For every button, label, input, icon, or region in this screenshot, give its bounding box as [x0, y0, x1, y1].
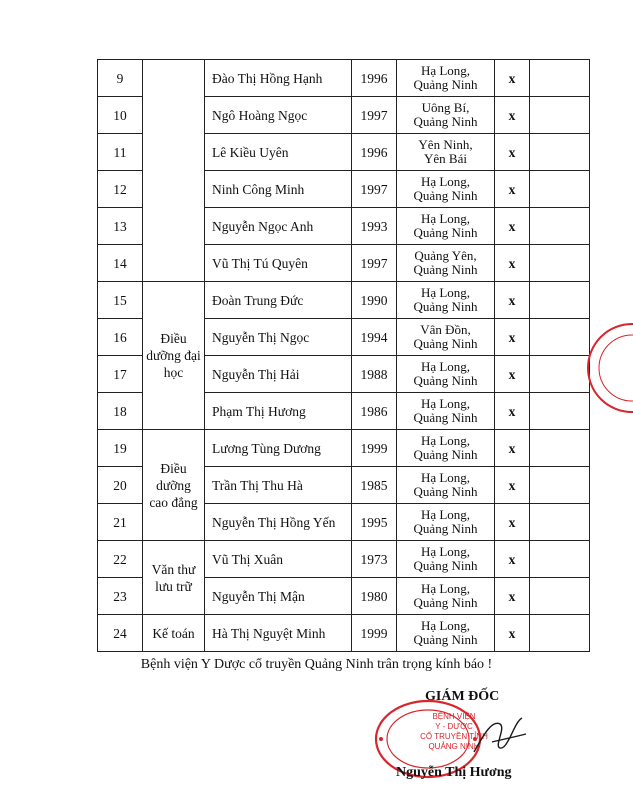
hometown-cell [397, 245, 495, 282]
staff-name: Phạm Thị Hương [205, 393, 352, 430]
check-mark: x [495, 60, 530, 97]
check-mark: x [495, 430, 530, 467]
row-number: 20 [98, 467, 143, 504]
position-group-cell [143, 615, 205, 652]
blank-cell [530, 578, 590, 615]
staff-name: Lương Tùng Dương [205, 430, 352, 467]
hometown-line: Yên Ninh, [418, 137, 473, 152]
blank-cell [530, 245, 590, 282]
blank-cell [530, 430, 590, 467]
closing-statement: Bệnh viện Y Dược cổ truyền Quảng Ninh trân trọng kính báo ! [140, 657, 493, 672]
position-group-line: dưỡng đại [146, 348, 201, 363]
hometown-line: Quảng Ninh [413, 632, 478, 647]
check-mark: x [495, 319, 530, 356]
staff-name: Ngô Hoàng Ngọc [205, 97, 352, 134]
table-row [98, 430, 590, 467]
check-mark: x [495, 245, 530, 282]
hometown-line: Quảng Ninh [413, 225, 478, 240]
staff-name: Vũ Thị Xuân [205, 541, 352, 578]
check-mark: x [495, 134, 530, 171]
birth-year: 1993 [352, 208, 397, 245]
check-mark: x [495, 541, 530, 578]
hometown-cell [397, 578, 495, 615]
position-group-line: Điều [160, 331, 187, 346]
staff-name: Nguyễn Thị Hải [205, 356, 352, 393]
position-group-cell [143, 60, 205, 282]
position-group-line: Điều [160, 460, 187, 476]
row-number: 12 [98, 171, 143, 208]
hometown-line: Yên Bái [424, 151, 467, 166]
blank-cell [530, 504, 590, 541]
hometown-line: Quảng Ninh [413, 262, 478, 277]
check-mark: x [495, 393, 530, 430]
check-mark: x [495, 171, 530, 208]
hometown-line: Hạ Long, [420, 174, 471, 189]
director-title: GIÁM ĐỐC [425, 689, 500, 704]
hometown-line: Quảng Ninh [413, 410, 478, 425]
table-row [98, 615, 590, 652]
birth-year: 1985 [352, 467, 397, 504]
hometown-line: Quảng Ninh [413, 373, 478, 388]
hometown-line: Quảng Ninh [413, 114, 478, 129]
row-number: 24 [98, 615, 143, 652]
staff-name: Đào Thị Hồng Hạnh [205, 60, 352, 97]
blank-cell [530, 134, 590, 171]
hometown-line: Hạ Long, [420, 285, 471, 300]
check-mark: x [495, 578, 530, 615]
blank-cell [530, 97, 590, 134]
row-number: 23 [98, 578, 143, 615]
row-number: 18 [98, 393, 143, 430]
hometown-line: Quảng Ninh [413, 595, 478, 610]
table-row [98, 60, 590, 97]
birth-year: 1990 [352, 282, 397, 319]
seal-text: BỆNH VIỆN Y - DƯỢC CỔ TRUYỀN TỈNH QUẢNG NINH [420, 712, 488, 751]
staff-name: Ninh Công Minh [205, 171, 352, 208]
check-mark: x [495, 208, 530, 245]
birth-year: 1980 [352, 578, 397, 615]
blank-cell [530, 282, 590, 319]
staff-name: Nguyễn Ngọc Anh [205, 208, 352, 245]
hometown-cell [397, 171, 495, 208]
check-mark: x [495, 97, 530, 134]
staff-name: Trần Thị Thu Hà [205, 467, 352, 504]
birth-year: 1995 [352, 504, 397, 541]
hometown-line: Quảng Ninh [413, 447, 478, 462]
hometown-line: Hạ Long, [420, 544, 471, 559]
row-number: 15 [98, 282, 143, 319]
row-number: 17 [98, 356, 143, 393]
position-group-line: Văn thư [151, 561, 196, 577]
position-group-cell [143, 541, 205, 615]
hometown-cell [397, 319, 495, 356]
hometown-line: Quảng Ninh [413, 77, 478, 92]
birth-year: 1994 [352, 319, 397, 356]
staff-name: Nguyễn Thị Hồng Yến [205, 504, 352, 541]
blank-cell [530, 467, 590, 504]
hometown-cell [397, 615, 495, 652]
row-number: 22 [98, 541, 143, 578]
staff-name: Nguyễn Thị Mận [205, 578, 352, 615]
hometown-line: Hạ Long, [420, 618, 471, 633]
staff-name: Vũ Thị Tú Quyên [205, 245, 352, 282]
staff-name: Lê Kiều Uyên [205, 134, 352, 171]
hometown-line: Quảng Ninh [413, 336, 478, 351]
hometown-cell [397, 504, 495, 541]
hometown-line: Quảng Ninh [413, 188, 478, 203]
hometown-line: Hạ Long, [420, 470, 471, 485]
hometown-line: Hạ Long, [420, 433, 471, 448]
birth-year: 1988 [352, 356, 397, 393]
hometown-line: Quảng Ninh [413, 558, 478, 573]
staff-name: Nguyễn Thị Ngọc [205, 319, 352, 356]
position-group-line: dưỡng [156, 477, 191, 493]
check-mark: x [495, 467, 530, 504]
birth-year: 1973 [352, 541, 397, 578]
hometown-cell [397, 97, 495, 134]
staff-name: Hà Thị Nguyệt Minh [205, 615, 352, 652]
position-group-cell [143, 282, 205, 430]
hometown-line: Vân Đồn, [420, 322, 471, 337]
partial-seal-icon [586, 320, 633, 416]
hometown-cell [397, 60, 495, 97]
hometown-line: Quảng Ninh [413, 484, 478, 499]
table-row [98, 282, 590, 319]
hometown-cell [397, 541, 495, 578]
hometown-line: Hạ Long, [420, 507, 471, 522]
blank-cell [530, 356, 590, 393]
staff-table [97, 59, 590, 652]
hometown-line: Uông Bí, [421, 100, 470, 115]
birth-year: 1999 [352, 615, 397, 652]
hometown-cell [397, 430, 495, 467]
position-group-cell [143, 430, 205, 541]
hometown-line: Hạ Long, [420, 396, 471, 411]
director-name: Nguyễn Thị Hương [396, 765, 512, 780]
check-mark: x [495, 282, 530, 319]
blank-cell [530, 171, 590, 208]
birth-year: 1997 [352, 171, 397, 208]
row-number: 16 [98, 319, 143, 356]
staff-name: Đoàn Trung Đức [205, 282, 352, 319]
birth-year: 1986 [352, 393, 397, 430]
hometown-line: Hạ Long, [420, 211, 471, 226]
row-number: 14 [98, 245, 143, 282]
blank-cell [530, 208, 590, 245]
blank-cell [530, 615, 590, 652]
birth-year: 1996 [352, 134, 397, 171]
position-group-line: cao đẳng [149, 494, 198, 510]
blank-cell [530, 393, 590, 430]
blank-cell [530, 319, 590, 356]
row-number: 10 [98, 97, 143, 134]
row-number: 21 [98, 504, 143, 541]
hometown-cell [397, 134, 495, 171]
position-group-line: học [163, 365, 184, 380]
position-group-line: Kế toán [152, 625, 195, 641]
row-number: 9 [98, 60, 143, 97]
hometown-line: Hạ Long, [420, 581, 471, 596]
birth-year: 1997 [352, 245, 397, 282]
blank-cell [530, 541, 590, 578]
hometown-line: Quảng Ninh [413, 299, 478, 314]
hometown-line: Quảng Ninh [413, 521, 478, 536]
row-number: 19 [98, 430, 143, 467]
position-group-line: lưu trữ [155, 578, 192, 594]
check-mark: x [495, 356, 530, 393]
hometown-line: Hạ Long, [420, 63, 471, 78]
check-mark: x [495, 504, 530, 541]
birth-year: 1997 [352, 97, 397, 134]
check-mark: x [495, 615, 530, 652]
birth-year: 1999 [352, 430, 397, 467]
row-number: 13 [98, 208, 143, 245]
hometown-line: Quảng Yên, [414, 248, 477, 263]
blank-cell [530, 60, 590, 97]
hometown-cell [397, 282, 495, 319]
hometown-cell [397, 356, 495, 393]
hometown-cell [397, 467, 495, 504]
birth-year: 1996 [352, 60, 397, 97]
hometown-cell [397, 208, 495, 245]
signature-icon [470, 712, 530, 760]
hometown-line: Hạ Long, [420, 359, 471, 374]
hometown-cell [397, 393, 495, 430]
table-row [98, 541, 590, 578]
row-number: 11 [98, 134, 143, 171]
